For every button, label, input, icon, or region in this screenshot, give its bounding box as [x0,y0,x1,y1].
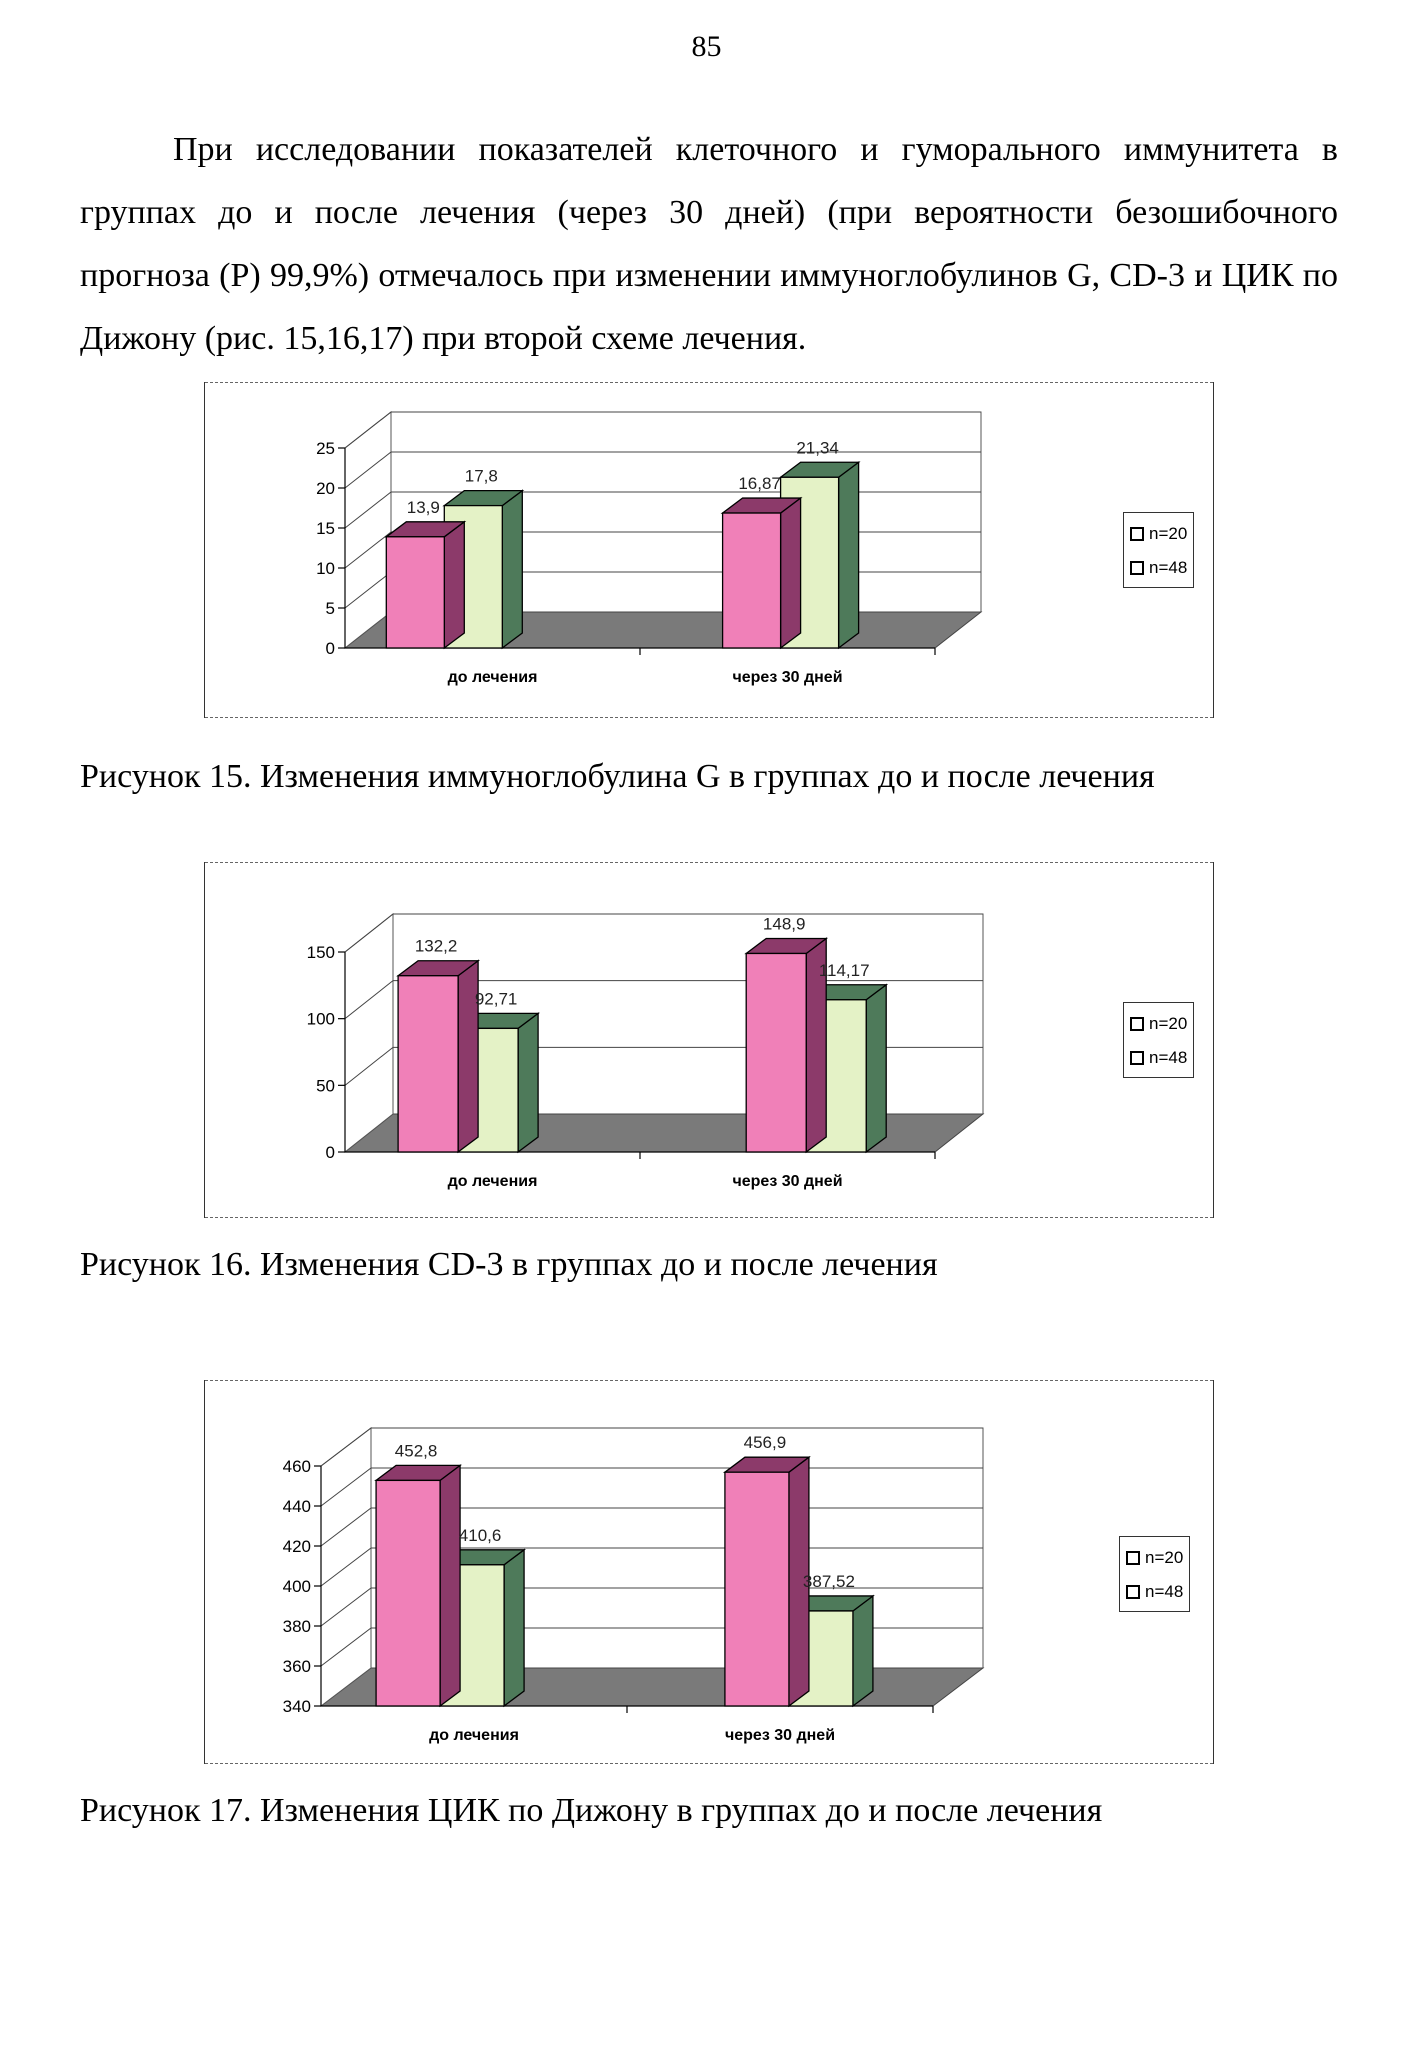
legend-swatch-n48 [1130,1051,1144,1065]
legend-item-n48 [1130,551,1187,585]
legend-item-n48 [1126,1575,1183,1609]
legend-label: n=48 [1145,1582,1184,1601]
bar-n20-0 [386,522,464,648]
x-category-label: до лечения [447,1173,538,1190]
chart-side-wall [345,914,393,1152]
bar-front-face [723,513,781,648]
data-label: 387,52 [802,1571,855,1591]
y-tick-label: 15 [316,519,335,538]
bar-side-face [502,491,522,648]
data-label: 452,8 [394,1441,438,1461]
bar-n20-1 [723,498,801,648]
bar-front-face [746,953,806,1152]
legend-item-n20 [1126,1541,1183,1575]
chart-legend [1123,512,1194,588]
body-paragraph: При исследовании показателей клеточного и гуморального иммунитета в группах до и после лечения (через 30 дней) (при вероятности безошибочного прогноза (Р) 99,9%) отмечалось при изменении иммуноглобулинов G, CD-3 и ЦИК по Дижону (рис. 15,16,17) при второй схеме лечения. [80,131,1338,357]
x-category-label: через 30 дней [732,1173,843,1190]
y-tick-label: 440 [282,1497,311,1516]
chart-legend [1123,1002,1194,1078]
figure-15-chart [204,382,1214,718]
data-label: 92,71 [474,989,518,1009]
bar-n20-0 [398,961,478,1152]
figure-16-caption: Рисунок 16. Изменения CD-3 в группах до и после лечения [80,1246,938,1283]
data-label: 114,17 [818,960,870,980]
legend-label: n=48 [1149,1048,1188,1067]
x-category-label: до лечения [447,669,538,686]
legend-swatch-n20 [1130,1017,1144,1031]
legend-label: n=48 [1149,558,1188,577]
legend-swatch-n48 [1126,1585,1140,1599]
data-label: 21,34 [796,438,839,458]
bar-side-face [444,522,464,648]
bar-side-face [839,462,859,648]
data-label: 132,2 [414,936,458,956]
figure-15-caption: Рисунок 15. Изменения иммуноглобулина G в группах до и после лечения [80,758,1155,795]
legend-item-n48 [1130,1041,1187,1075]
bar-side-face [504,1550,524,1706]
legend-item-n20 [1130,517,1187,551]
y-tick-label: 5 [325,599,335,618]
bar-side-face [440,1465,460,1706]
legend-swatch-n48 [1130,561,1144,575]
y-tick-label: 360 [282,1657,311,1676]
bar-front-face [725,1472,789,1706]
data-label: 17,8 [464,466,498,486]
figure-16-svg [205,862,1213,1218]
bar-front-face [386,537,444,648]
figure-15-svg [205,382,1213,718]
bar-front-face [376,1480,440,1706]
y-tick-label: 340 [282,1697,311,1716]
y-tick-label: 50 [316,1076,335,1096]
bar-n20-1 [725,1457,809,1706]
data-label: 148,9 [762,914,806,934]
chart-side-wall [345,412,391,648]
bar-n20-1 [746,938,826,1152]
legend-label: n=20 [1145,1548,1184,1567]
y-tick-label: 0 [325,1143,335,1162]
y-tick-label: 460 [282,1457,311,1476]
figure-17-svg [205,1380,1213,1764]
y-tick-label: 10 [316,559,335,578]
bar-side-face [518,1013,538,1152]
legend-swatch-n20 [1126,1551,1140,1565]
chart-legend [1119,1536,1190,1612]
legend-label: n=20 [1149,1014,1188,1033]
y-tick-label: 400 [282,1577,311,1596]
bar-side-face [853,1596,873,1706]
y-tick-label: 25 [316,439,335,458]
x-category-label: до лечения [429,1727,519,1744]
x-category-label: через 30 дней [732,669,843,686]
figure-16-chart [204,862,1214,1218]
data-label: 456,9 [743,1433,787,1453]
y-tick-label: 20 [316,479,335,498]
y-tick-label: 0 [325,639,335,658]
page-number: 85 [691,30,722,63]
x-category-label: через 30 дней [724,1727,836,1744]
bar-side-face [866,985,886,1152]
bar-n20-0 [376,1465,460,1706]
data-label: 13,9 [406,497,440,517]
figure-17-chart [204,1380,1214,1764]
legend-swatch-n20 [1130,527,1144,541]
y-tick-label: 100 [306,1009,335,1029]
y-tick-label: 150 [306,943,335,962]
data-label: 16,87 [738,474,781,494]
bar-side-face [781,498,801,648]
y-tick-label: 380 [282,1617,311,1636]
y-tick-label: 420 [282,1537,311,1556]
legend-item-n20 [1130,1007,1187,1041]
legend-label: n=20 [1149,524,1188,543]
figure-17-caption: Рисунок 17. Изменения ЦИК по Дижону в группах до и после лечения [80,1792,1103,1829]
data-label: 410,6 [458,1525,502,1545]
bar-front-face [398,976,458,1152]
